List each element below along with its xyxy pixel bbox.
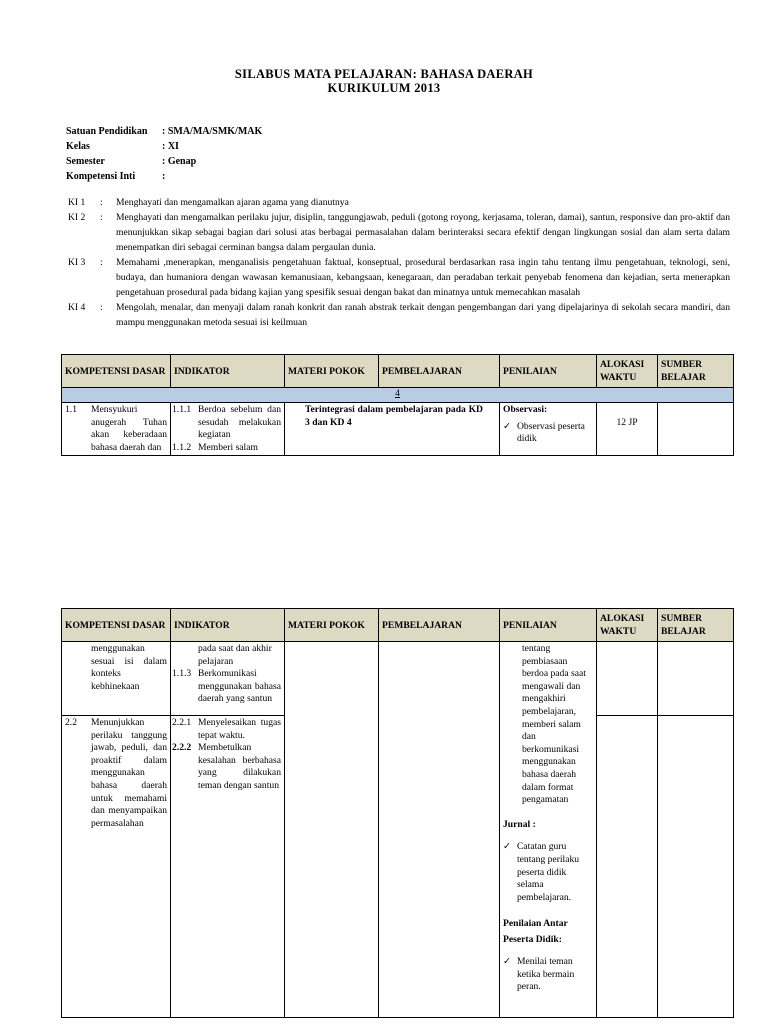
kd-cell: [62, 716, 171, 1018]
kd-cell: [62, 642, 171, 716]
ki-code: KI 2: [68, 212, 86, 223]
header-kompetensi-dasar: KOMPETENSI DASAR: [62, 609, 171, 642]
ki-text: Mengolah, menalar, dan menyaji dalam ranah konkrit dan ranah abstrak terkait dengan pengembangan dari yang dipelajarinya di sekolah secara mandiri, dan mampu menggunakan metoda sesuai isi keilmuan: [116, 302, 730, 328]
sumber-cell: [658, 642, 734, 716]
penilaian-item: Observasi peserta didik: [517, 420, 585, 445]
header-penilaian: PENILAIAN: [500, 609, 597, 642]
antar-peserta-item: Menilai teman ketika bermain peran.: [517, 956, 575, 993]
sumber-cell: [658, 716, 734, 1018]
ki-text: Menghayati dan mengamalkan perilaku jujur, disiplin, tanggungjawab, peduli (gotong royong, kerjasama, toleran, damai), santun, responsive dan pro-aktif dan menunjukkan sikap sebagai bagian dari solusi atas berbagai permasalahan dalam berinteraksi secara efektif dengan lingkungan sosial dan alam serta dalam menempatkan diri sebagai cerminan bangsa dalam pergaulan dunia.: [116, 212, 730, 253]
indikator-cell: [171, 403, 285, 456]
penilaian-cell: [500, 642, 597, 1018]
materi-cell: [285, 642, 379, 1018]
alokasi-cell: [597, 403, 658, 456]
kd-number: 2.2: [65, 717, 77, 728]
meta-value: : Genap: [162, 156, 197, 167]
sumber-cell: [658, 403, 734, 456]
jurnal-heading: Jurnal :: [503, 818, 536, 830]
ki-item: KI 4 : Mengolah, menalar, dan menyaji dalam ranah konkrit dan ranah abstrak terkait dengan pengembangan dari yang dipelajarinya di sekolah secara mandiri, dan mampu menggunakan metoda sesuai isi keilmuan: [68, 302, 730, 328]
meta-label: Kelas: [66, 141, 90, 152]
penilaian-cell: [500, 403, 597, 456]
alokasi-cell: [597, 716, 658, 1018]
silabus-table-1: [61, 354, 734, 456]
kd-text: Menunjukkan perilaku tanggung jawab, peduli, dan proaktif dalam menggunakan bahasa daerah untuk memahami dan menyampaikan permasalahan: [91, 717, 167, 829]
alokasi-value: 12 JP: [616, 417, 638, 428]
materi-cell: [285, 403, 500, 456]
ki-item: KI 3 : Memahami ,menerapkan, menganalisis pengetahuan faktual, konseptual, prosedural berdasarkan rasa ingin tahu tentang ilmu pengetahuan, teknologi, seni, budaya, dan humaniora dengan wawasan kemanusiaan, kebangsaan, kenegaraan, dan peradaban terkait penyebab fenomena dan kejadian, serta menerapkan pengetahuan prosedural pada bidang kajian yang spesifik sesuai dengan bakat dan minatnya untuk memecahkan masalah: [68, 257, 730, 298]
header-indikator: INDIKATOR: [171, 355, 285, 388]
header-sumber-belajar: SUMBER BELAJAR: [658, 609, 734, 642]
silabus-table-2: [61, 608, 734, 1018]
check-icon: ✓: [503, 956, 512, 968]
indikator-text: Berdoa sebelum dan sesudah melakukan kegiatan: [198, 404, 281, 441]
page-title: SILABUS MATA PELAJARAN: BAHASA DAERAH: [234, 67, 534, 81]
indikator-number: 2.2.2: [172, 742, 192, 754]
jurnal-item: Catatan guru tentang perilaku peserta didik selama pembelajaran.: [517, 841, 580, 903]
header-materi-pokok: MATERI POKOK: [285, 609, 379, 642]
ki-code: KI 3: [68, 257, 86, 268]
indikator-text: Berkomunikasi menggunakan bahasa daerah yang santun: [198, 668, 281, 705]
kompetensi-inti-list: [68, 195, 730, 330]
indikator-number: 2.2.1: [172, 717, 192, 728]
table-header-row: [62, 609, 734, 642]
pembelajaran-cell: [379, 642, 500, 1018]
materi-text: Terintegrasi dalam pembelajaran pada KD 3 dan KD 4: [305, 404, 483, 428]
indikator-cell: [171, 716, 285, 1018]
kd-cell: [62, 403, 171, 456]
section-band-row: [62, 388, 734, 403]
header-materi-pokok: MATERI POKOK: [285, 355, 379, 388]
section-number: 4: [395, 388, 400, 399]
alokasi-cell: [597, 642, 658, 716]
kd-text: Mensyukuri anugerah Tuhan akan keberadaan bahasa daerah dan: [91, 404, 167, 453]
header-alokasi-waktu: ALOKASI WAKTU: [597, 609, 658, 642]
ki-text: Menghayati dan mengamalkan ajaran agama yang dianutnya: [116, 197, 349, 208]
meta-label: Semester: [66, 156, 105, 167]
meta-value: :: [162, 171, 166, 182]
page-subtitle: KURIKULUM 2013: [327, 81, 441, 95]
antar-peserta-heading: Penilaian Antar Peserta Didik:: [503, 918, 568, 946]
meta-label: Satuan Pendidikan: [66, 126, 148, 137]
meta-row-kelas: [66, 139, 262, 154]
meta-label: Kompetensi Inti: [66, 171, 136, 182]
kd-text-continued: menggunakan sesuai isi dalam konteks kebhinekaan: [91, 643, 167, 692]
ki-text: Memahami ,menerapkan, menganalisis pengetahuan faktual, konseptual, prosedural berdasarkan rasa ingin tahu tentang ilmu pengetahuan, teknologi, seni, budaya, dan humaniora dengan wawasan kemanusiaan, kebangsaan, kenegaraan, dan peradaban terkait penyebab fenomena dan kejadian, serta menerapkan pengetahuan prosedural pada bidang kajian yang spesifik sesuai dengan bakat dan minatnya untuk memecahkan masalah: [116, 257, 730, 298]
ki-code: KI 1: [68, 197, 86, 208]
meta-row-satuan: [66, 124, 262, 139]
penilaian-heading: Observasi:: [503, 404, 548, 415]
meta-row-ki: [66, 169, 262, 184]
ki-item: KI 2 : Menghayati dan mengamalkan perilaku jujur, disiplin, tanggungjawab, peduli (gotong royong, kerjasama, toleran, damai), santun, responsive dan pro-aktif dan menunjukkan sikap sebagai bagian dari solusi atas berbagai permasalahan dalam berinteraksi secara efektif dengan lingkungan sosial dan alam serta dalam menempatkan diri sebagai cerminan bangsa dalam pergaulan dunia.: [68, 212, 730, 253]
indikator-cell: [171, 642, 285, 716]
indikator-text: Membetulkan kesalahan berbahasa yang dilakukan teman dengan santun: [198, 742, 281, 791]
indikator-text: Memberi salam: [198, 441, 258, 453]
meta-row-semester: [66, 154, 262, 169]
header-alokasi-waktu: ALOKASI WAKTU: [597, 355, 658, 388]
penilaian-text-continued: tentang pembiasaan berdoa pada saat mengawali dan mengakhiri pembelajaran, memberi salam dan berkomunikasi menggunakan bahasa daerah dalam format pengamatan: [522, 643, 586, 806]
header-sumber-belajar: SUMBER BELAJAR: [658, 355, 734, 388]
indikator-number: 1.1.3: [172, 668, 192, 680]
indikator-number: 1.1.2: [172, 441, 192, 453]
kd-number: 1.1: [65, 404, 77, 415]
meta-value: : XI: [162, 141, 179, 152]
ki-code: KI 4: [68, 302, 86, 313]
section-band: [62, 388, 734, 403]
meta-value: : SMA/MA/SMK/MAK: [162, 126, 263, 137]
header-pembelajaran: PEMBELAJARAN: [379, 355, 500, 388]
header-kompetensi-dasar: KOMPETENSI DASAR: [62, 355, 171, 388]
table-row: [62, 642, 734, 716]
ki-item: KI 1 : Menghayati dan mengamalkan ajaran agama yang dianutnya: [68, 195, 730, 210]
check-icon: ✓: [503, 420, 512, 432]
table-row: [62, 403, 734, 456]
header-indikator: INDIKATOR: [171, 609, 285, 642]
indikator-number: 1.1.1: [172, 404, 192, 415]
indikator-text: Menyelesaikan tugas tepat waktu.: [198, 717, 281, 741]
header-penilaian: PENILAIAN: [500, 355, 597, 388]
table-header-row: [62, 355, 734, 388]
identity-block: [66, 124, 262, 184]
check-icon: ✓: [503, 841, 512, 853]
indikator-text-continued: pada saat dan akhir pelajaran: [198, 643, 272, 667]
header-pembelajaran: PEMBELAJARAN: [379, 609, 500, 642]
